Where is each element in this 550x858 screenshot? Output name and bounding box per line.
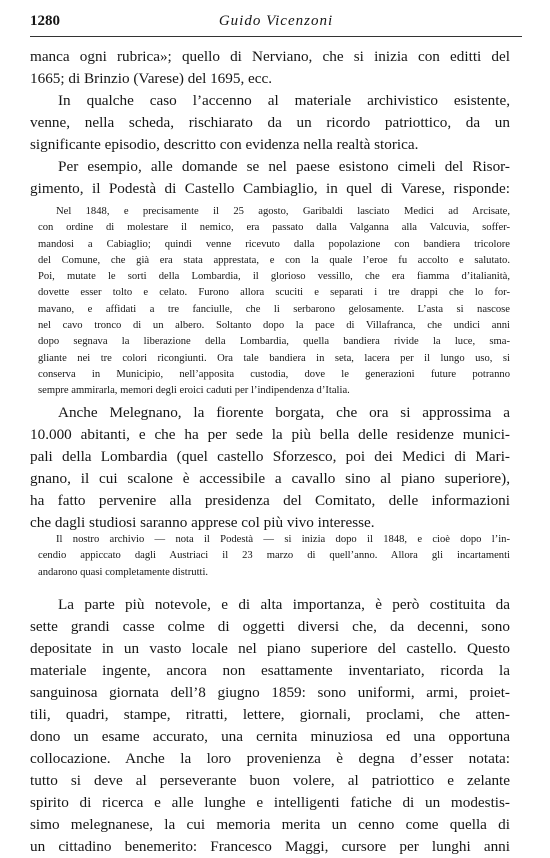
text-line: gimento, il Podestà di Castello Cambiaglio, in quel di Varese, risponde:	[30, 180, 510, 197]
text-line: cendio appiccato dagli Austriaci il 23 marzo di quell’anno. Allora gli incartamenti	[38, 550, 510, 562]
text-line: un cittadino benemerito: Francesco Maggi, cursore per lunghi anni	[30, 838, 510, 855]
text-line: Nel 1848, e precisamente il 25 agosto, Garibaldi lasciato Medici ad Arcisate,	[56, 206, 510, 217]
text-line: andarono quasi completamente distrutti.	[38, 566, 209, 578]
text-line: spirito di ricerca e alle lunghe e intelligenti fatiche di un modestis-	[30, 794, 510, 811]
text-line: Anche Melegnano, la fiorente borgata, che ora si approssima a	[58, 404, 510, 421]
text-line: gliante nei tre colori ricongiunti. Ora tale bandiera in seta, lacera per il lungo uso, si	[38, 352, 510, 364]
text-line: tili, quadri, stampe, ritratti, lettere, giornali, proclami, che atten-	[30, 706, 510, 723]
text-line: sempre ammirarla, memori degli eroici caduti per l’indipendenza d’Italia.	[38, 385, 350, 397]
text-line: La parte più notevole, e di alta importanza, è però costituita da	[58, 596, 510, 613]
text-line: pali della Lombardia (quel castello Sforzesco, poi dei Medici di Mari-	[30, 448, 510, 465]
text-line: mavano, e affidati a tre fanciulle, che li serbarono gelosamente. L’asta si nascose	[38, 303, 510, 315]
quote-cabiaglio	[38, 204, 510, 400]
text-line: depositate in un vasto locale nel piano superiore del castello. Questo	[30, 640, 510, 657]
paragraph-accenno	[30, 90, 510, 156]
text-line: sanguinosa giornata dell’8 giugno 1859: sono uniformi, armi, proiet-	[30, 684, 510, 701]
text-line: gnano, il cui scalone è accessibile a cavallo sino al piano superiore),	[30, 470, 510, 487]
paragraph-casse	[30, 594, 510, 858]
page-header	[30, 10, 522, 37]
page-number: 1280	[30, 13, 60, 29]
running-head: Guido Vicenzoni	[218, 13, 334, 29]
text-line: sette grandi casse colme di oggetti diversi che, da decenni, sono	[30, 618, 510, 635]
text-line: con ordine di molestare il nemico, era passato dalla Valganna alla Valcuvia, soffer-	[38, 222, 510, 234]
text-line: nel cavo tronco di un albero. Soltanto dopo la pace di Villafranca, che undici anni	[38, 320, 510, 332]
text-line: mandosi a Cabiaglio; quindi venne ricevuto dalla popolazione con bandiera tricolore	[38, 238, 510, 250]
paragraph-melegnano	[30, 402, 510, 534]
text-line: ha fatto pervenire alla presidenza del Comitato, delle informazioni	[30, 492, 510, 509]
text-line: In qualche caso l’accenno al materiale archivistico esistente,	[58, 92, 510, 109]
text-line: significante episodio, descritto con evidenza nella realtà storica.	[30, 136, 419, 153]
text-line: conserva in Municipio, nell’apposita custodia, dove le generazioni future potranno	[38, 368, 510, 380]
text-line: tutto si deve al perseverante buon volere, al patriottico e zelante	[30, 772, 510, 789]
text-line: dono un esame accurato, una cernita minuziosa ed una opportuna	[30, 728, 510, 745]
text-line: Il nostro archivio — nota il Podestà — si inizia dopo il 1848, e cioè dopo l’in-	[56, 534, 510, 545]
text-line: del Comune, che già era stata apprestata, e con la quale l’eroe fu accolto e salutato.	[38, 254, 510, 266]
text-line: Per esempio, alle domande se nel paese esistono cimeli del Risor-	[58, 158, 510, 175]
quote-archivio	[38, 532, 510, 581]
text-line: dopo segnava la liberazione della Lombardia, quella bandiera rivide la luce, sma-	[38, 336, 510, 348]
text-line: manca ogni rubrica»; quello di Nerviano, che si inizia con editti del	[30, 48, 510, 65]
paragraph-archive-editti	[30, 46, 510, 90]
paragraph-esempio	[30, 156, 510, 200]
text-line: 10.000 abitanti, e che ha per sede la più bella delle residenze munici-	[30, 426, 510, 443]
text-line: simo melegnanese, la cui memoria merita un cenno come quella di	[30, 816, 510, 833]
text-line: dovette esser tolto e celato. Furono allora scuciti e separati i tre drappi che lo for-	[38, 287, 510, 299]
text-line: che dagli studiosi saranno apprese col più vivo interesse.	[30, 514, 375, 531]
text-line: 1665; di Brinzio (Varese) del 1695, ecc.	[30, 70, 273, 87]
text-line: Poi, mutate le sorti della Lombardia, il glorioso vessillo, che era fiamma d’italianità,	[38, 271, 510, 283]
text-line: venne, nella scheda, rischiarato da un ricordo patriottico, da un	[30, 114, 510, 131]
text-line: materiale ingente, ancora non esattamente inventariato, ricorda la	[30, 662, 510, 679]
text-line: collocazione. Anche la loro provenienza è degna d’esser notata:	[30, 750, 510, 767]
